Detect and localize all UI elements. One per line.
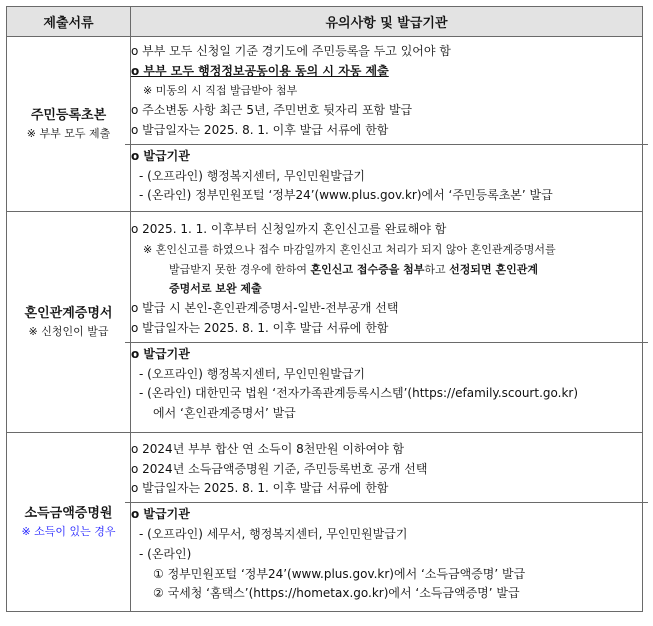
bullet-line: o 발급 시 본인-혼인관계증명서-일반-전부공개 선택 (131, 301, 399, 316)
header-notes-issuers: 유의사항 및 발급기관 (131, 7, 643, 37)
document-title: 혼인관계증명서 (24, 306, 113, 321)
bullet-line: o 2025. 1. 1. 이후부터 신청일까지 혼인신고를 완료해야 함 (131, 222, 447, 237)
issuer-line: - (온라인) 정부민원포털 ‘정부24’(www.plus.gov.kr)에서 ‘주민등록초본’ 발급 (139, 188, 553, 203)
note-text: 하고 (424, 262, 450, 276)
issuer-line: - (오프라인) 행정복지센터, 무인민원발급기 (139, 366, 366, 381)
details-cell (131, 433, 643, 612)
details-cell (131, 212, 643, 433)
document-cell (7, 37, 131, 212)
issuer-line: 에서 ‘혼인관계증명서’ 발급 (153, 406, 296, 421)
document-note: ※ 부부 모두 제출 (26, 127, 111, 140)
note-line: ※ 혼인신고를 하였으나 접수 마감일까지 혼인신고 처리가 되지 않아 혼인관계증명서를 (143, 242, 556, 256)
document-title: 소득금액증명원 (24, 506, 113, 521)
issuer-line: - (오프라인) 행정복지센터, 무인민원발급기 (139, 168, 366, 183)
details-cell (131, 37, 643, 212)
bullet-line: o 2024년 부부 합산 연 소득이 8천만원 이하여야 함 (131, 441, 405, 456)
document-note: ※ 신청인이 발급 (28, 325, 109, 338)
table-row-marriage-certificate (7, 212, 643, 433)
issuer-title: o 발급기관 (131, 346, 190, 361)
bullet-line: o 부부 모두 신청일 기준 경기도에 주민등록을 두고 있어야 함 (131, 43, 451, 58)
bullet-line: o 발급일자는 2025. 8. 1. 이후 발급 서류에 한함 (131, 481, 389, 496)
header-documents: 제출서류 (7, 7, 131, 37)
document-cell (7, 433, 131, 612)
issuer-title: o 발급기관 (131, 148, 190, 163)
bullet-line: o 발급일자는 2025. 8. 1. 이후 발급 서류에 한함 (131, 123, 389, 137)
issuer-line: - (온라인) 대한민국 법원 ‘전자가족관계등록시스템’(https://efamily.scourt.go.kr) (139, 386, 579, 401)
issuer-line: - (오프라인) 세무서, 행정복지센터, 무인민원발급기 (139, 527, 408, 541)
note-emphasis: 선정되면 혼인관계 (449, 262, 539, 276)
table-header-row (7, 7, 643, 37)
bullet-line: o 주소변동 사항 최근 5년, 주민번호 뒷자리 포함 발급 (131, 103, 413, 118)
note-line: 증명서로 보완 제출 (169, 282, 262, 296)
section-divider (125, 502, 648, 503)
bullet-line: o 2024년 소득금액증명원 기준, 주민등록번호 공개 선택 (131, 461, 428, 476)
issuer-line: ② 국세청 ‘홈택스’(https://hometax.go.kr)에서 ‘소득금액증명’ 발급 (153, 586, 520, 601)
bullet-line: o 발급일자는 2025. 8. 1. 이후 발급 서류에 한함 (131, 321, 389, 335)
issuer-line: ① 정부민원포털 ‘정부24’(www.plus.gov.kr)에서 ‘소득금액증명’ 발급 (153, 566, 526, 581)
document-note: ※ 소득이 있는 경우 (21, 525, 116, 538)
document-cell (7, 212, 131, 433)
section-divider (125, 144, 648, 145)
note-emphasis: 혼인신고 접수증을 첨부 (310, 262, 425, 276)
bullet-line: o 부부 모두 행정정보공동이용 동의 시 자동 제출 (131, 63, 389, 78)
issuer-line: - (온라인) (139, 546, 192, 561)
note-line (131, 260, 642, 280)
note-line: ※ 미동의 시 직접 발급받아 첨부 (143, 84, 298, 98)
documents-table (6, 6, 643, 612)
issuer-title: o 발급기관 (131, 507, 190, 522)
section-divider (125, 342, 648, 343)
document-title: 주민등록초본 (30, 108, 107, 123)
table-row-resident-registration (7, 37, 643, 212)
table-row-income-certificate (7, 433, 643, 612)
note-text: 발급받지 못한 경우에 한하여 (169, 262, 311, 276)
